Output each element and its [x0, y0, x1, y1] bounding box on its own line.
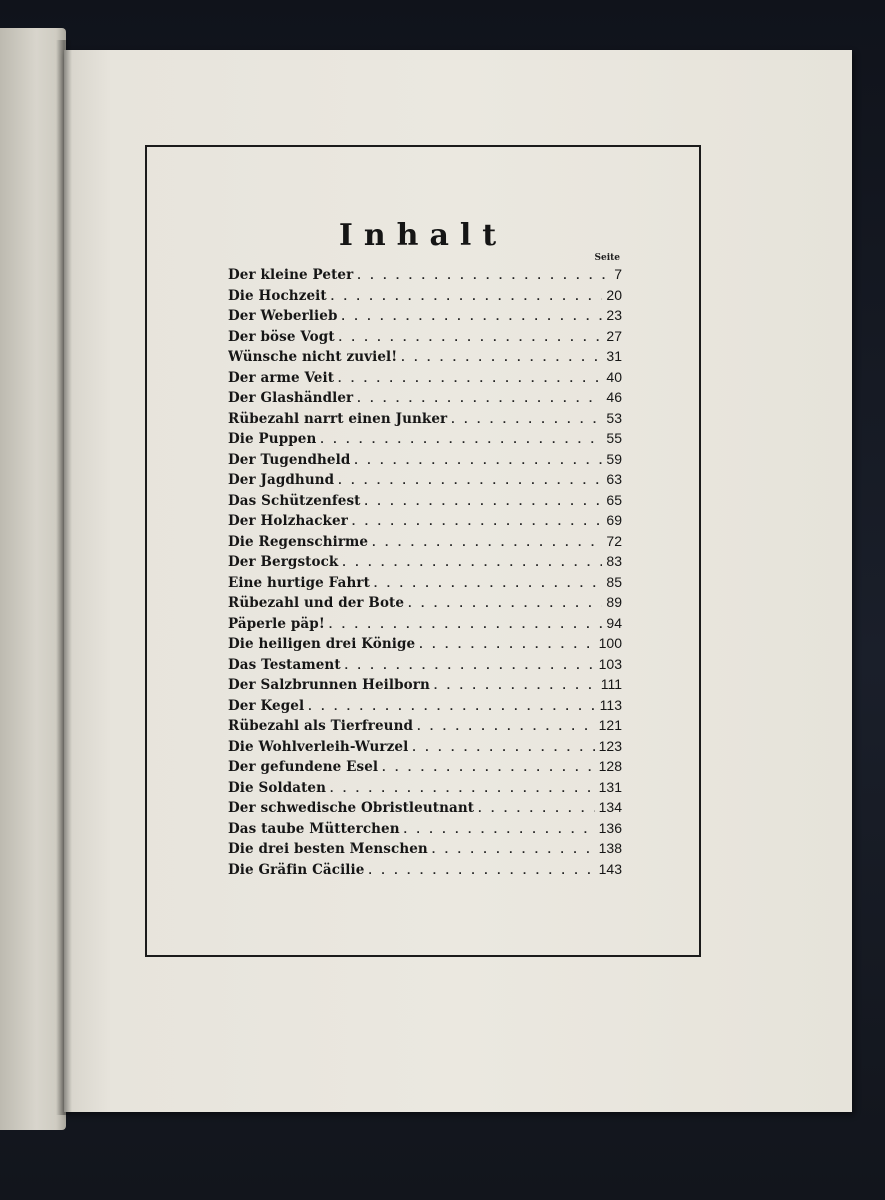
toc-entry [228, 820, 622, 841]
book-gutter [56, 40, 72, 1115]
dot-leader [417, 719, 595, 733]
toc-entry-page-number: 134 [598, 799, 622, 815]
toc-entry [228, 861, 622, 882]
toc-entry-title: Rübezahl als Tierfreund [228, 718, 414, 734]
dot-leader [320, 432, 602, 446]
dot-leader [374, 576, 603, 590]
dot-leader [434, 678, 597, 692]
toc-entry [228, 717, 622, 738]
toc-entry-page-number: 131 [598, 778, 622, 795]
dot-leader [339, 330, 603, 344]
dot-leader [352, 514, 603, 528]
toc-entry [228, 266, 622, 287]
toc-entry [228, 758, 622, 779]
toc-entry [228, 410, 622, 431]
toc-entry-title: Die Puppen [228, 431, 317, 447]
toc-entry-page-number: 143 [598, 860, 622, 877]
toc-entry-title: Das Testament [228, 656, 341, 673]
toc-entry-page-number: 103 [598, 655, 622, 672]
toc-entry-page-number: 7 [614, 266, 622, 282]
toc-entry [228, 656, 622, 677]
toc-entry-title: Das Schützenfest [228, 492, 361, 509]
toc-entry [228, 307, 622, 328]
dot-leader [365, 494, 603, 508]
toc-entry-title: Der kleine Peter [228, 267, 354, 283]
toc-entry [228, 492, 622, 513]
toc-entry-page-number: 138 [598, 840, 622, 856]
dot-leader [354, 453, 602, 467]
toc-entry-title: Die Gräfin Cäcilie [228, 861, 365, 878]
toc-entry-title: Der schwedische Obristleutnant [228, 800, 475, 816]
toc-entry-title: Rübezahl und der Bote [228, 595, 405, 611]
table-of-contents [228, 266, 622, 881]
dot-leader [357, 391, 602, 405]
toc-entry [228, 471, 622, 492]
toc-entry [228, 389, 622, 410]
toc-entry-title: Die heiligen drei Könige [228, 636, 416, 652]
dot-leader [368, 863, 594, 877]
toc-entry-page-number: 83 [606, 553, 622, 569]
toc-entry-title: Der Glashändler [228, 390, 354, 406]
toc-entry-title: Die Hochzeit [228, 287, 327, 304]
toc-entry [228, 738, 622, 759]
toc-entry-page-number: 46 [606, 389, 622, 405]
toc-entry [228, 451, 622, 472]
toc-entry-title: Das taube Mütterchen [228, 820, 400, 837]
dot-leader [372, 535, 602, 549]
toc-entry-page-number: 85 [606, 573, 622, 590]
toc-entry-page-number: 100 [598, 635, 622, 651]
toc-entry-page-number: 121 [598, 717, 622, 733]
toc-entry [228, 553, 622, 574]
toc-entry-title: Die Regenschirme [228, 533, 369, 550]
toc-entry-title: Der Weberlieb [228, 308, 338, 324]
dot-leader [330, 781, 595, 795]
dot-leader [331, 289, 603, 303]
page-column-label: Seite [594, 253, 620, 263]
toc-entry-page-number: 31 [606, 348, 622, 364]
dot-leader [342, 309, 603, 323]
toc-entry-title: Die Wohlverleih-Wurzel [228, 738, 409, 755]
toc-entry-title: Eine hurtige Fahrt [228, 574, 370, 591]
toc-entry [228, 676, 622, 697]
toc-entry-page-number: 59 [606, 450, 622, 467]
dot-leader [451, 412, 602, 426]
toc-entry-title: Die drei besten Menschen [228, 841, 428, 857]
toc-entry-title: Päperle päp! [228, 615, 325, 632]
toc-entry-page-number: 40 [606, 368, 622, 385]
dot-leader [404, 822, 595, 836]
toc-entry-title: Der Tugendheld [228, 451, 351, 468]
toc-entry [228, 430, 622, 451]
toc-entry [228, 574, 622, 595]
toc-entry-title: Der Kegel [228, 697, 305, 714]
toc-entry [228, 512, 622, 533]
toc-entry-title: Der Jagdhund [228, 472, 335, 488]
toc-entry-title: Der arme Veit [228, 369, 335, 386]
dot-leader [338, 473, 602, 487]
dot-leader [412, 740, 594, 754]
toc-entry [228, 840, 622, 861]
toc-entry [228, 533, 622, 554]
dot-leader [345, 658, 595, 672]
toc-entry-title: Der gefundene Esel [228, 759, 379, 775]
toc-entry-page-number: 89 [606, 594, 622, 610]
toc-entry [228, 348, 622, 369]
toc-entry [228, 369, 622, 390]
dot-leader [338, 371, 602, 385]
page-title: Inhalt [338, 218, 508, 253]
toc-entry-page-number: 53 [606, 409, 622, 426]
toc-entry-page-number: 128 [598, 758, 622, 774]
toc-entry-page-number: 94 [606, 614, 622, 631]
dot-leader [419, 637, 594, 651]
dot-leader [329, 617, 603, 631]
toc-entry-page-number: 111 [600, 676, 622, 692]
toc-entry-title: Der Holzhacker [228, 513, 348, 529]
toc-entry [228, 635, 622, 656]
toc-entry-page-number: 55 [606, 430, 622, 446]
toc-entry [228, 287, 622, 308]
toc-entry-page-number: 69 [606, 512, 622, 528]
toc-entry-page-number: 123 [598, 737, 622, 754]
toc-entry-page-number: 63 [606, 471, 622, 487]
dot-leader [342, 555, 602, 569]
dot-leader [408, 596, 602, 610]
toc-entry-title: Der Bergstock [228, 554, 339, 570]
dot-leader [357, 268, 606, 282]
toc-entry-page-number: 27 [606, 327, 622, 344]
dot-leader [401, 350, 602, 364]
dot-leader [432, 842, 595, 856]
toc-entry-page-number: 113 [599, 696, 622, 713]
dot-leader [308, 699, 595, 713]
toc-entry [228, 594, 622, 615]
toc-entry-page-number: 72 [606, 532, 622, 549]
toc-entry-title: Der böse Vogt [228, 328, 335, 345]
toc-entry [228, 799, 622, 820]
toc-entry-title: Der Salzbrunnen Heilborn [228, 677, 430, 693]
toc-entry-title: Rübezahl narrt einen Junker [228, 410, 448, 427]
toc-entry-title: Die Soldaten [228, 779, 327, 796]
toc-entry [228, 779, 622, 800]
toc-entry [228, 697, 622, 718]
toc-entry-title: Wünsche nicht zuviel! [228, 349, 398, 365]
dot-leader [478, 801, 595, 815]
dot-leader [382, 760, 595, 774]
toc-entry-page-number: 23 [606, 307, 622, 323]
toc-entry-page-number: 136 [598, 819, 622, 836]
toc-entry [228, 328, 622, 349]
toc-entry-page-number: 65 [606, 491, 622, 508]
toc-entry-page-number: 20 [606, 286, 622, 303]
toc-entry [228, 615, 622, 636]
